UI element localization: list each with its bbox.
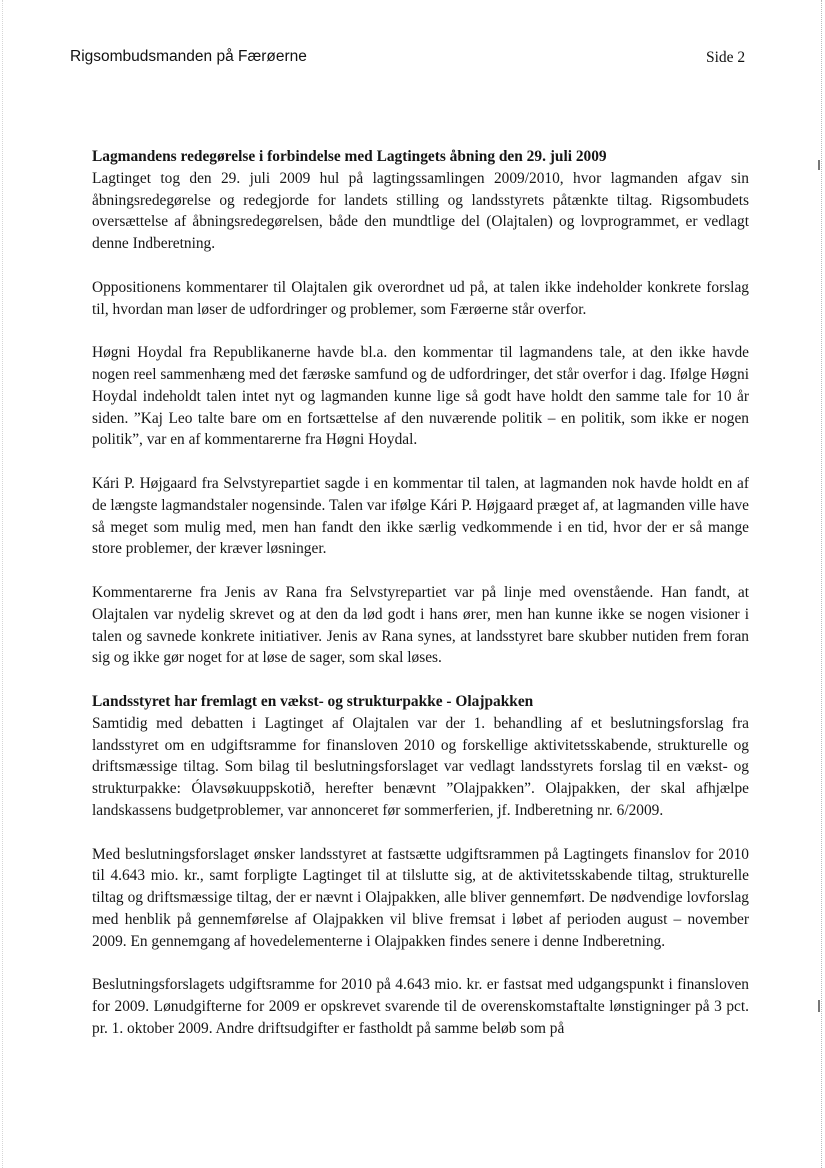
paragraph: Oppositionens kommentarer til Olajtalen gik overordnet ud på, at talen ikke indeholder konkrete forslag til, hvordan man løser de udfordringer og problemer, som Færøerne står overfor. bbox=[92, 278, 749, 318]
page-number: Side 2 bbox=[706, 49, 746, 66]
paragraph: Høgni Hoydal fra Republikanerne havde bl.a. den kommentar til lagmandens tale, at den ikke havde nogen reel sammenhæng med det færøske samfund og de udfordringer, det står overfor i dag. Ifølge Høgni Hoydal indeholdt talen intet nyt og lagmanden kunne lige så godt have holdt den samme tale for 10 år siden. ”Kaj Leo talte bare om en fortsættelse af den nuværende politik – en politik, som ikke er nogen politik”, var en af kommentarerne fra Høgni Hoydal. bbox=[92, 344, 749, 449]
paragraph: Samtidig med debatten i Lagtinget af Olajtalen var der 1. behandling af et beslutningsforslag fra landsstyret om en udgiftsramme for finansloven 2010 og forskellige aktivitetsskabende, strukturelle og driftsmæssige tiltag. Som bilag til beslutningsforslaget var vedlagt landsstyrets forslag til en vækst- og strukturpakke: Ólavsøkuuppskotið, herefter benævnt ”Olajpakken”. Olajpakken, der skal afhjælpe landskassens budgetproblemer, var annonceret før sommerferien, jf. Indberetning nr. 6/2009. bbox=[92, 714, 749, 819]
scan-mark bbox=[818, 1000, 820, 1012]
paragraph: Med beslutningsforslaget ønsker landsstyret at fastsætte udgiftsrammen på Lagtingets finanslov for 2010 til 4.643 mio. kr., samt forpligte Lagtinget til at tilslutte sig, at de aktivitetsskabende tiltag, strukturelle tiltag og driftsmæssige tiltag, der er nævnt i Olajpakken, alle bliver gennemført. De nødvendige lovforslag med henblik på gennemførelse af Olajpakken vil blive fremsat i løbet af perioden august – november 2009. En gennemgang af hovedelementerne i Olajpakken findes senere i denne Indberetning. bbox=[92, 845, 749, 950]
paragraph: Beslutningsforslagets udgiftsramme for 2010 på 4.643 mio. kr. er fastsat med udgangspunkt i finansloven for 2009. Lønudgifterne for 2009 er opskrevet svarende til de overenskomstaftalte lønstigninger på 3 pct. pr. 1. oktober 2009. Andre driftsudgifter er fastholdt på samme beløb som på bbox=[92, 976, 749, 1037]
scan-edge-left bbox=[2, 0, 3, 1168]
scan-edge-right bbox=[821, 0, 822, 1168]
document-body bbox=[92, 146, 749, 1040]
paragraph: Lagtinget tog den 29. juli 2009 hul på lagtingssamlingen 2009/2010, hvor lagmanden afgav sin åbningsredegørelse og redegjorde for landets stilling og landsstyrets påtænkte tiltag. Rigsombudets oversættelse af åbningsredegørelsen, både den mundtlige del (Olajtalen) og lovprogrammet, er vedlagt denne Indberetning. bbox=[92, 169, 749, 253]
running-header-title: Rigsombudsmanden på Færøerne bbox=[70, 48, 307, 65]
scan-mark bbox=[818, 160, 820, 170]
paragraph: Kári P. Højgaard fra Selvstyrepartiet sagde i en kommentar til talen, at lagmanden nok havde holdt en af de længste lagmandstaler nogensinde. Talen var ifølge Kári P. Højgaard præget af, at lagmanden ville have så meget som mulig med, men han fandt den ikke særlig vedkommende i en tid, hvor der er så mange store problemer, der kræver løsninger. bbox=[92, 474, 749, 558]
section-heading: Lagmandens redegørelse i forbindelse med Lagtingets åbning den 29. juli 2009 bbox=[92, 148, 607, 165]
section-heading: Landsstyret har fremlagt en vækst- og strukturpakke - Olajpakken bbox=[92, 692, 534, 710]
paragraph: Kommentarerne fra Jenis av Rana fra Selvstyrepartiet var på linje med ovenstående. Han fandt, at Olajtalen var nydelig skrevet og at den da lød godt i hans ører, men han kunne ikke se nogen visioner i talen og savnede konkrete initiativer. Jenis av Rana synes, at landsstyret bare skubber nutiden frem foran sig og ikke gør noget for at løse de sager, som skal løses. bbox=[92, 583, 749, 667]
